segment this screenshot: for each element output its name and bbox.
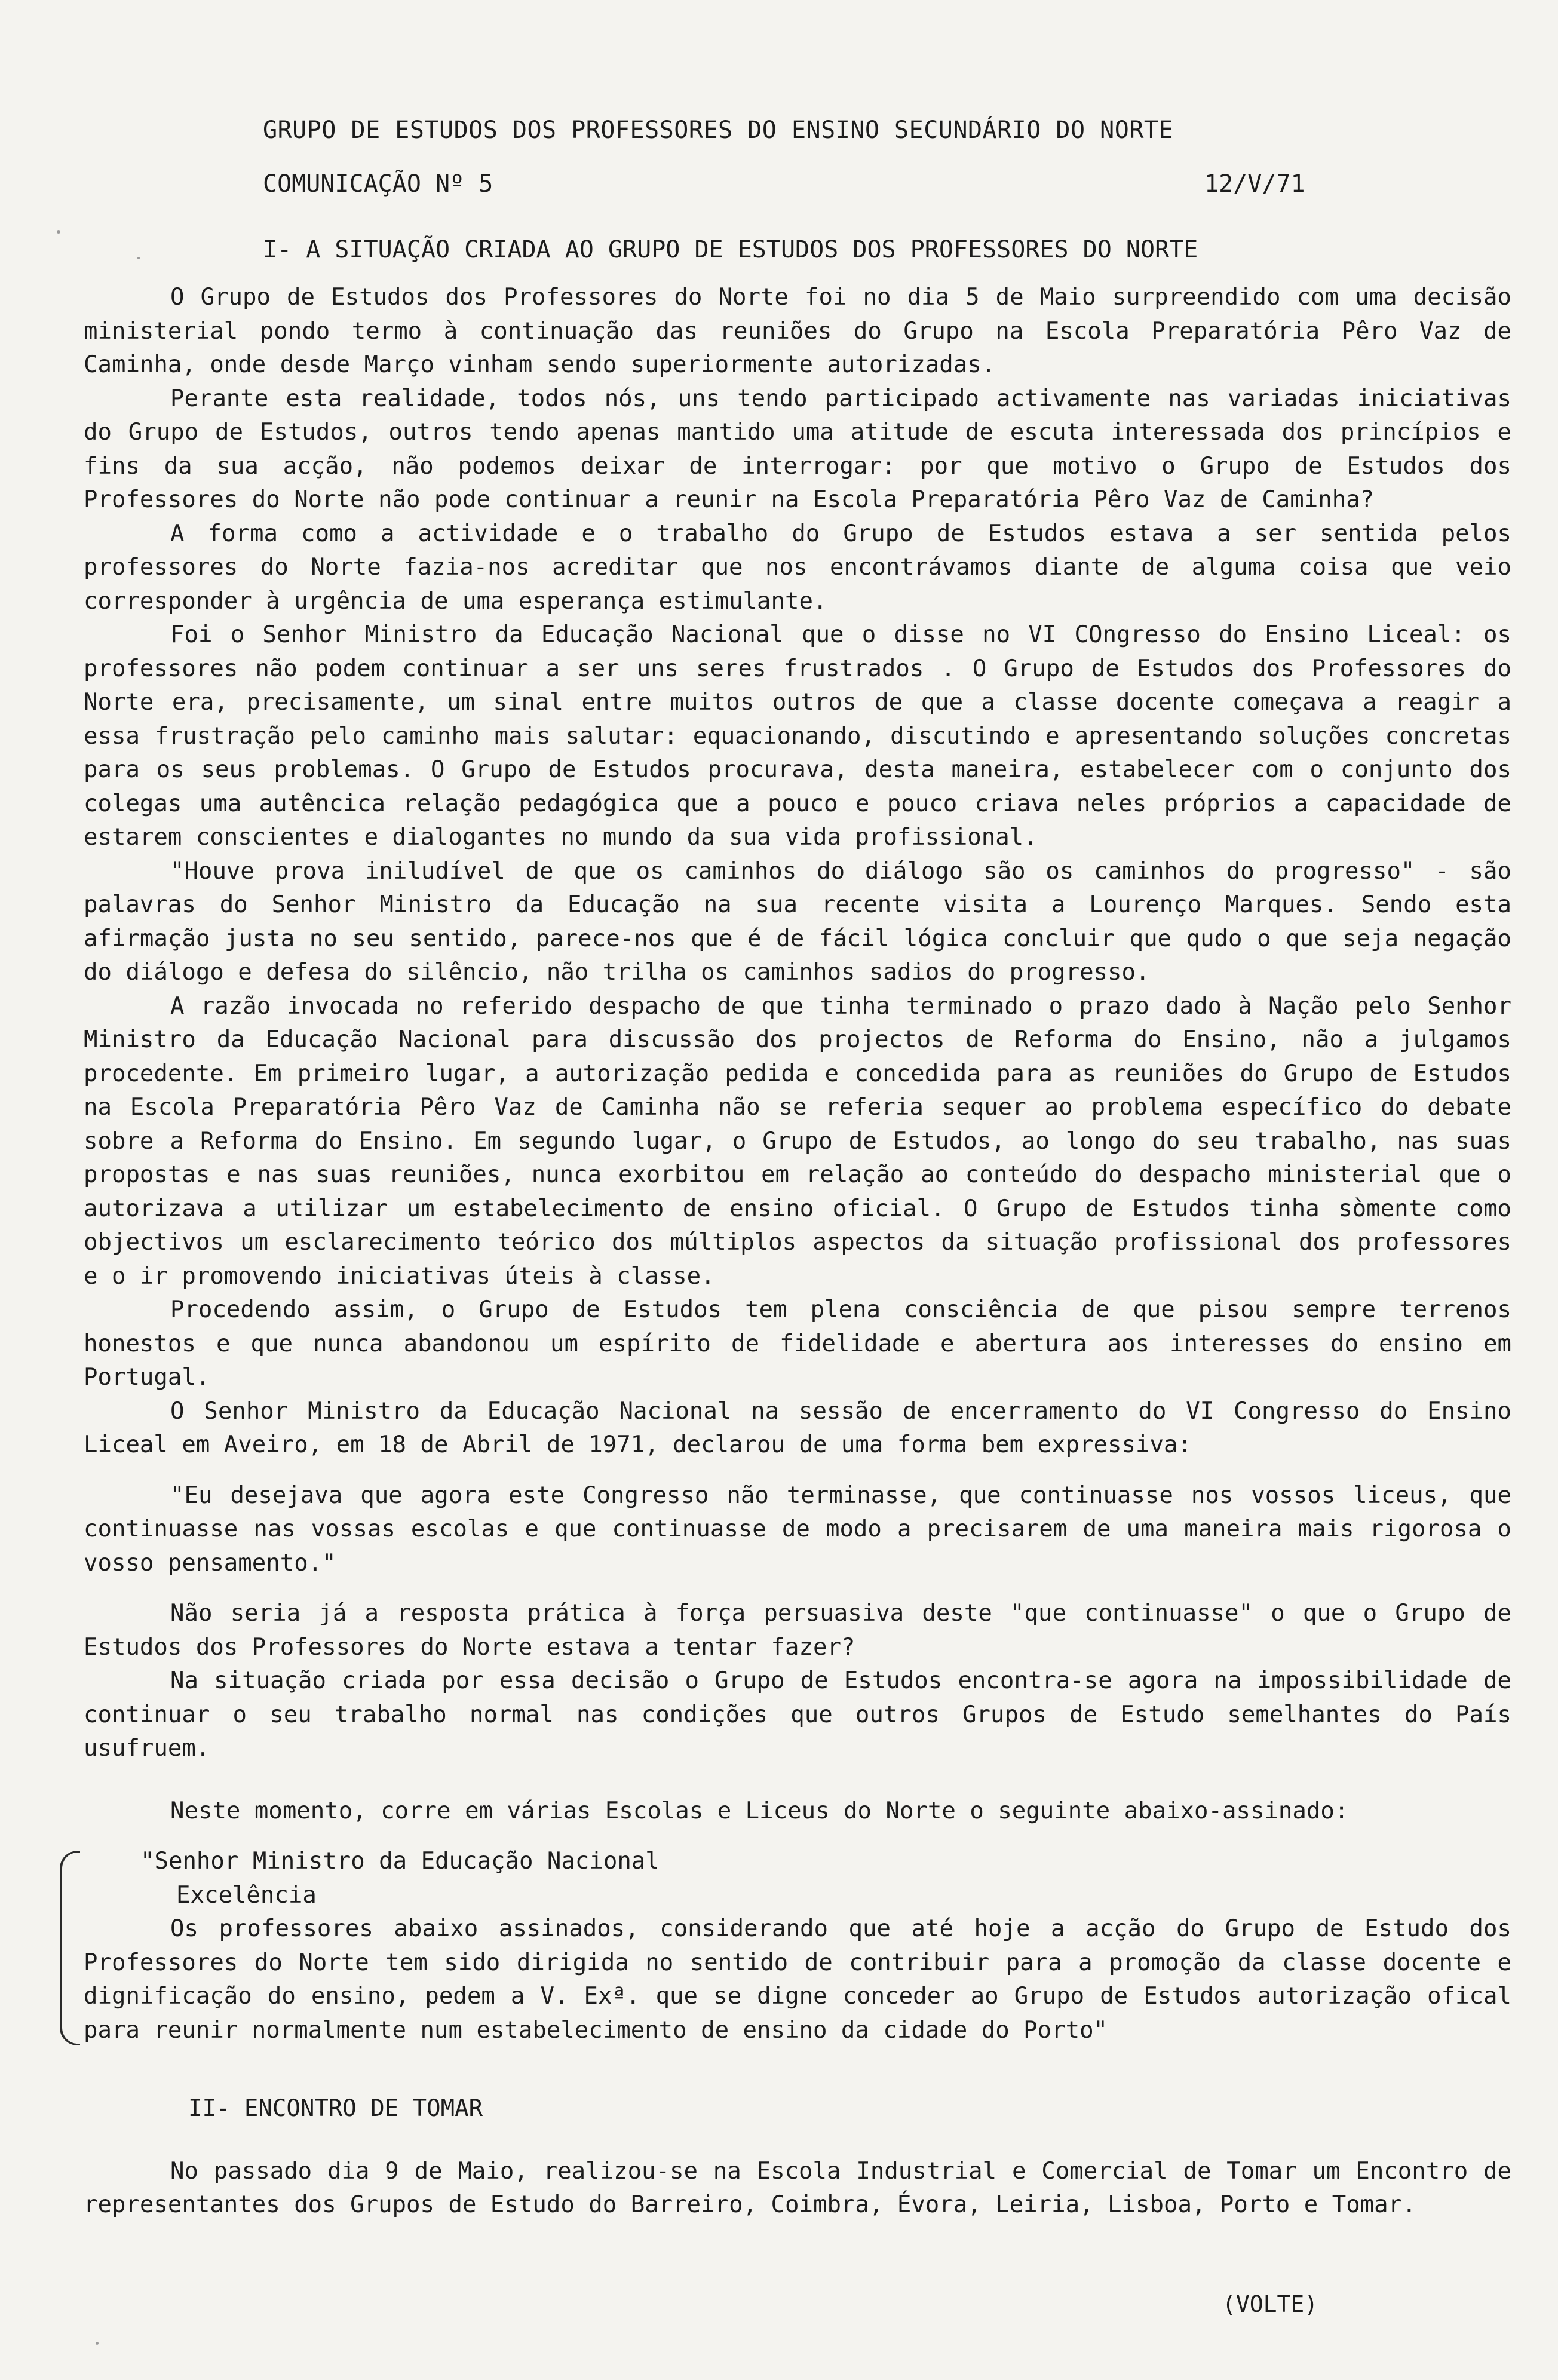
paragraph: Procedendo assim, o Grupo de Estudos tem plena consciência de que pisou sempre terrenos honestos e que nunca abandonou um espírito de fidelidade e abertura aos interesses do ensino em Portugal. — [84, 1296, 1511, 1391]
petition-body: Os professores abaixo assinados, considerando que até hoje a acção do Grupo de Estudo dos Professores do Norte tem sido dirigida no sentido de contribuir para a promoção da classe docente e dignificação do ensino, pedem a V. Exª. que se digne conceder ao Grupo de Estudos autorização ofical para reunir normalmente num estabelecimento de ensino da cidade do Porto" — [84, 1915, 1511, 2044]
petition-salutation: Excelência — [176, 1881, 317, 1909]
petition-bracket — [60, 1851, 80, 2045]
paragraph: Neste momento, corre em várias Escolas e Liceus do Norte o seguinte abaixo-assinado: — [170, 1797, 1349, 1824]
paragraph: O Grupo de Estudos dos Professores do Norte foi no dia 5 de Maio surpreendido com uma decisão ministerial pondo termo à continuação das reuniões do Grupo na Escola Preparatória Pêro Vaz de Caminha, onde desde Março vinham sendo superiormente autorizadas. — [84, 284, 1511, 378]
petition-block — [84, 1845, 1511, 2047]
paragraph: A razão invocada no referido despacho de que tinha terminado o prazo dado à Nação pelo Senhor Ministro da Educação Nacional para discussão dos projectos de Reforma do Ensino, não a julgamos procedente. Em primeiro lugar, a autorização pedida e concedida para as reuniões do Grupo de Estudos na Escola Preparatória Pêro Vaz de Caminha não se referia sequer ao problema específico do debate sobre a Reforma do Ensino. Em segundo lugar, o Grupo de Estudos, ao longo do seu trabalho, nas suas propostas e nas suas reuniões, nunca exorbitou em relação ao conteúdo do despacho ministerial que o autorizava a utilizar um estabelecimento de ensino oficial. O Grupo de Estudos tinha sòmente como objectivos um esclarecimento teórico dos múltiplos aspectos da situação profissional dos professores e o ir promovendo iniciativas úteis à classe. — [84, 992, 1511, 1290]
header-group: GRUPO DE ESTUDOS DOS PROFESSORES DO ENSINO SECUNDÁRIO DO NORTE — [263, 116, 1174, 144]
paragraph: Perante esta realidade, todos nós, uns tendo participado activamente nas variadas iniciativas do Grupo de Estudos, outros tendo apenas mantido uma atitude de escuta interessada dos princípios e fins da sua acção, não podemos deixar de interrogar: por que motivo o Grupo de Estudos dos Professores do Norte não pode continuar a reunir na Escola Preparatória Pêro Vaz de Caminha? — [84, 385, 1511, 513]
document-body — [84, 281, 1511, 2222]
section2-title: II- ENCONTRO DE TOMAR — [188, 2095, 483, 2122]
scan-speck — [57, 230, 60, 234]
scan-speck — [96, 2342, 99, 2345]
paragraph: A forma como a actividade e o trabalho do Grupo de Estudos estava a ser sentida pelos professores do Norte fazia-nos acreditar que nos encontrávamos diante de alguma coisa que veio corresponder à urgência de uma esperança estimulante. — [84, 520, 1511, 615]
paragraph: O Senhor Ministro da Educação Nacional na sessão de encerramento do VI Congresso do Ensino Liceal em Aveiro, em 18 de Abril de 1971, declarou de uma forma bem expressiva: — [84, 1397, 1511, 1458]
paragraph: "Houve prova iniludível de que os caminhos do diálogo são os caminhos do progresso" - são palavras do Senhor Ministro da Educação na sua recente visita a Lourenço Marques. Sendo esta afirmação justa no seu sentido, parece-nos que é de fácil lógica concluir que qudo o que seja negação do diálogo e defesa do silêncio, não trilha os caminhos sadios do progresso. — [84, 857, 1511, 986]
minister-quote: "Eu desejava que agora este Congresso não terminasse, que continuasse nos vossos liceus, que continuasse nas vossas escolas e que continuasse de modo a precisarem de uma maneira mais rigorosa o vosso pensamento." — [84, 1482, 1511, 1577]
petition-addressee: "Senhor Ministro da Educação Nacional — [140, 1848, 660, 1875]
paragraph: Na situação criada por essa decisão o Grupo de Estudos encontra-se agora na impossibilidade de continuar o seu trabalho normal nas condições que outros Grupos de Estudo semelhantes do País usufruem. — [84, 1667, 1511, 1762]
paragraph: Foi o Senhor Ministro da Educação Nacional que o disse no VI COngresso do Ensino Liceal: os professores não podem continuar a ser uns seres frustrados . O Grupo de Estudos dos Professores do Norte era, precisamente, um sinal entre muitos outros de que a classe docente começava a reagir a essa frustração pelo caminho mais salutar: equacionando, discutindo e apresentando soluções concretas para os seus problemas. O Grupo de Estudos procurava, desta maneira, estabelecer com o conjunto dos colegas uma autêncica relação pedagógica que a pouco e pouco criava neles próprios a capacidade de estarem conscientes e dialogantes no mundo da sua vida profissional. — [84, 621, 1511, 851]
scan-speck — [137, 257, 140, 259]
paragraph: Não seria já a resposta prática à força persuasiva deste "que continuasse" o que o Grupo de Estudos dos Professores do Norte estava a tentar fazer? — [84, 1600, 1511, 1661]
document-date: 12/V/71 — [1204, 170, 1305, 198]
paragraph: No passado dia 9 de Maio, realizou-se na Escola Industrial e Comercial de Tomar um Encontro de representantes dos Grupos de Estudo do Barreiro, Coimbra, Évora, Leiria, Lisboa, Porto e Tomar. — [84, 2157, 1511, 2218]
comunicacao-number: COMUNICAÇÃO Nº 5 — [263, 170, 493, 198]
section1-title: I- A SITUAÇÃO CRIADA AO GRUPO DE ESTUDOS DOS PROFESSORES DO NORTE — [263, 236, 1198, 263]
volte-note: (VOLTE) — [1222, 2291, 1318, 2317]
